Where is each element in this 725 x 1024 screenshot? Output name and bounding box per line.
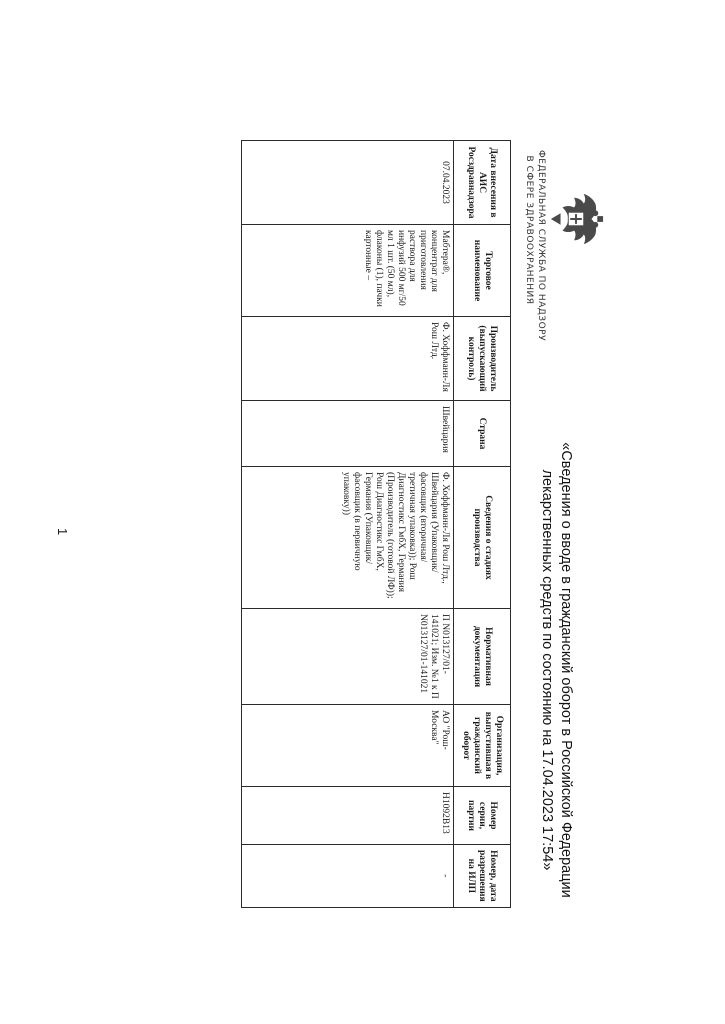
- header-batch: Номер серии, партии: [454, 787, 511, 845]
- eagle-emblem-icon: [547, 190, 605, 248]
- header-normative-doc: Нормативная документация: [454, 609, 511, 705]
- agency-line-1: ФЕДЕРАЛЬНАЯ СЛУЖБА ПО НАДЗОРУ: [536, 150, 546, 342]
- cell-trade-name: Мабтера®, концентрат для приготовления раствора для инфузий 500 мг/50 мл 1 шт. (50 мл), флаконы (1), пачки картонные –: [242, 225, 454, 317]
- cell-normative-doc: П N013127/01-141021; Изм. №1 к П N013127/01-141021: [242, 609, 454, 705]
- cell-country: Швейцария: [242, 401, 454, 467]
- agency-name: [523, 150, 547, 342]
- cell-batch: H1092B13: [242, 787, 454, 845]
- title-line-1: «Сведения о вводе в гражданский оборот в Российской Федерации: [558, 442, 574, 898]
- header-production-stages: Сведения о стадиях производства: [454, 467, 511, 609]
- header-date: Дата внесения в АИС Росздравнадзора: [454, 141, 511, 225]
- agency-line-2: В СФЕРЕ ЗДРАВООХРАНЕНИЯ: [524, 155, 534, 305]
- registry-table: [241, 140, 511, 908]
- cell-production-stages: Ф. Хоффманн-Ля Рош Лтд., Швейцария (Упаковщик/фасовщик (вторичная/третичная упаковка)); Рош Диагностикс ГмбХ, Германия (Производитель (готовой ЛФ)); Рош Диагностикс ГмбХ, Германия (Упаковщик/фасовщик (в первичную упаковку)): [242, 467, 454, 609]
- cell-permit: -: [242, 845, 454, 908]
- header-organization: Организация, выпустившая в гражданский оборот: [454, 705, 511, 787]
- cell-date: 07.04.2023: [242, 141, 454, 225]
- header-trade-name: Торговое наименование: [454, 225, 511, 317]
- header-country: Страна: [454, 401, 511, 467]
- page-number: 1: [55, 528, 70, 536]
- header-manufacturer: Производитель (выпускающий контроль): [454, 317, 511, 401]
- table-row: [242, 141, 454, 908]
- cell-organization: АО "Рош-Москва": [242, 705, 454, 787]
- table-header-row: [454, 141, 511, 908]
- cell-manufacturer: Ф. Хоффманн-Ля Рош Лтд.: [242, 317, 454, 401]
- document-title: [537, 360, 575, 980]
- title-line-2: лекарственных средств по состоянию на 17.04.2023 17:54»: [539, 469, 555, 871]
- header-permit: Номер, дата разрешения на ИЛП: [454, 845, 511, 908]
